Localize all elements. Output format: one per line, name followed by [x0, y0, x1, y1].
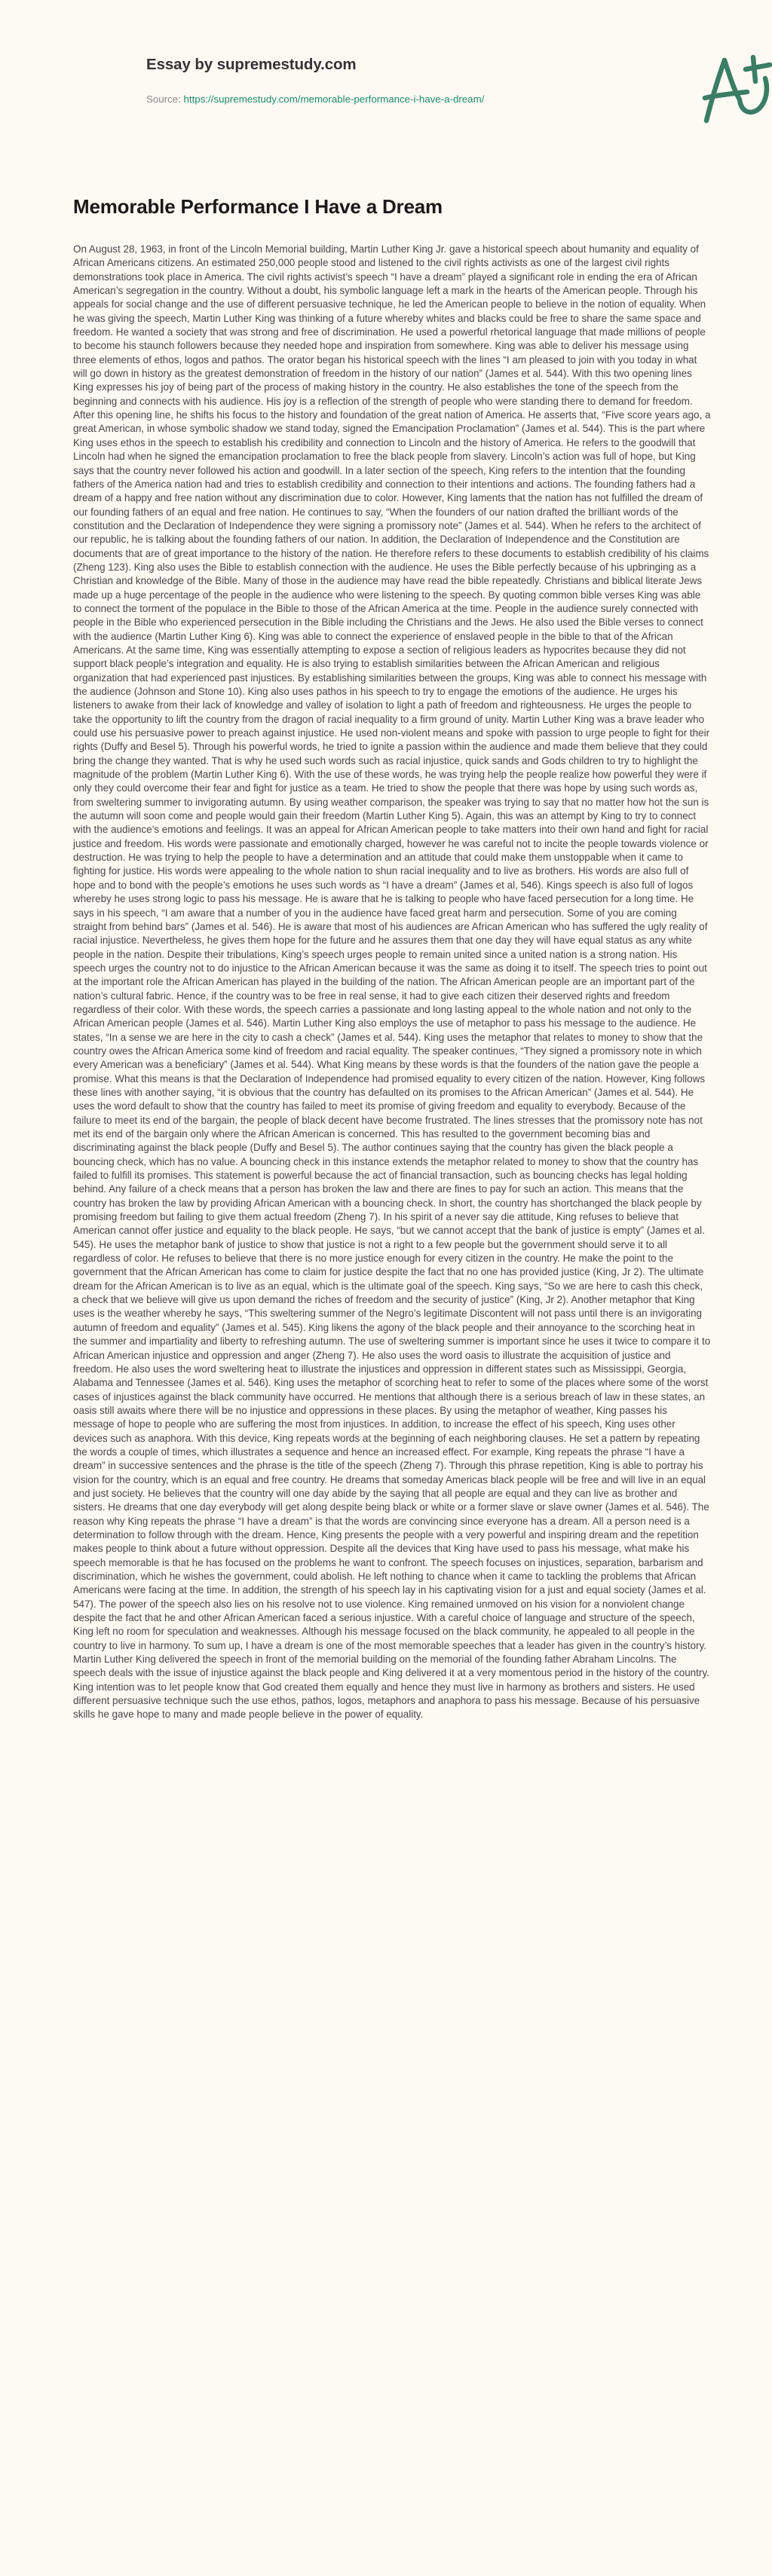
site-title: Essay by supremestudy.com: [146, 56, 357, 73]
page-header: [73, 0, 699, 134]
source-link[interactable]: https://supremestudy.com/memorable-performance-i-have-a-dream/: [183, 93, 485, 105]
a-plus-grade-icon: [700, 51, 772, 124]
source-line: [146, 93, 484, 105]
essay-body: On August 28, 1963, in front of the Lincoln Memorial building, Martin Luther King Jr. gave a historical speech about humanity and equality of African Americans citizens. An estimated 250,000 people stood and listened to the civil rights activists as one of the largest civil rights demonstrations took place in America. The civil rights activist’s speech “I have a dream” played a significant role in ending the era of African American’s segregation in the country. Without a doubt, his symbolic language left a mark in the hearts of the American people. Through his appeals for social change and the use of different persuasive technique, he led the American people to believe in the notion of equality. When he was giving the speech, Martin Luther King was thinking of a future whereby whites and blacks could be free to share the same space and freedom. He wanted a society that was strong and free of discrimination. He used a powerful rhetorical language that made millions of people to become his staunch followers because they needed hope and inspiration from somewhere. King was able to deliver his message using three elements of ethos, logos and pathos. The orator began his historical speech with the lines “I am pleased to join with you today in what will go down in history as the greatest demonstration of freedom in the history of our nation” (James et al. 544). With this two opening lines King expresses his joy of being part of the process of making history in the country. He also establishes the tone of the speech from the beginning and connects with his audience. His joy is a reflection of the strength of people who were standing there to demand for freedom. After this opening line, he shifts his focus to the history and foundation of the great nation of America. He asserts that, “Five score years ago, a great American, in whose symbolic shadow we stand today, signed the Emancipation Proclamation” (James et al. 544). This is the part where King uses ethos in the speech to establish his credibility and connection to Lincoln and the history of America. He refers to the goodwill that Lincoln had when he signed the emancipation proclamation to free the black people from slavery. Lincoln’s action was full of hope, but King says that the country never followed his action and goodwill. In a later section of the speech, King refers to the intention that the founding fathers of the America nation had and tries to establish credibility and connection to their intentions and actions. The founding fathers had a dream of a happy and free nation without any discrimination due to color. However, King laments that the nation has not fulfilled the dream of our founding fathers of an equal and free nation. He continues to say, “When the founders of our nation drafted the brilliant words of the constitution and the Declaration of Independence they were signing a promissory note” (James et al. 544). When he refers to the architect of our republic, he is talking about the founding fathers of our nation. In addition, the Declaration of Independence and the Constitution are documents that are of great importance to the history of the nation. He therefore refers to these documents to establish credibility of his claims (Zheng 123). King also uses the Bible to establish connection with the audience. He uses the Bible perfectly because of his upbringing as a Christian and knowledge of the Bible. Many of those in the audience may have read the bible repeatedly. Christians and biblical literate Jews made up a huge percentage of the people in the audience who were listening to the speech. By quoting common bible verses King was able to connect the torment of the populace in the Bible to those of the African America at the time. People in the audience surely connected with people in the Bible who experienced persecution in the Bible including the Christians and the Jews. He also used the Bible verses to connect with the audience (Martin Luther King 6). King was able to connect the experience of enslaved people in the bible to that of the African Americans. At the same time, King was essentially attempting to expose a section of religious leaders as hypocrites because they did not support black people’s integration and equality. He is also trying to establish similarities between the African American and religious organization that had experienced past injustices. By establishing similarities between the groups, King was able to connect his message with the audience (Johnson and Stone 10). King also uses pathos in his speech to try to engage the emotions of the audience. He urges his listeners to awake from their lack of knowledge and valley of isolation to light a path of freedom and righteousness. He urges the people to take the opportunity to lift the country from the dragon of racial inequality to a firm ground of unity. Martin Luther King was a brave leader who could use his persuasive power to preach against injustice. He used non-violent means and spoke with passion to urge people to fight for their rights (Duffy and Besel 5). Through his powerful words, he tried to ignite a passion within the audience and made them believe that they could bring the change they wanted. That is why he used such words such as racial injustice, quick sands and Gods children to try to highlight the magnitude of the problem (Martin Luther King 6). With the use of these words, he was trying help the people realize how powerful they were if only they could overcome their fear and fight for justice as a team. He tried to show the people that there was hope by using such words as, from sweltering summer to invigorating autumn. By using weather comparison, the speaker was trying to say that no matter how hot the sun is the autumn will soon come and people would gain their freedom (Martin Luther King 5). Again, this was an attempt by King to try to connect with the audience’s emotions and feelings. It was an appeal for African American people to take matters into their own hand and fight for racial justice and freedom. His words were passionate and emotionally charged, however he was careful not to incite the people towards violence or destruction. He was trying to help the people to have a determination and an attitude that could make them unstoppable when it came to fighting for justice. His words were appealing to the whole nation to shun racial inequality and to live as brothers. His words are also full of hope and to bond with the people’s emotions he uses such words as “I have a dream” (James et al, 546). Kings speech is also full of logos whereby he uses strong logic to pass his message. He is aware that he is talking to people who have faced persecution for a long time. He says in his speech, “I am aware that a number of you in the audience have faced great harm and persecution. Some of you are coming straight from behind bars” (James et al. 546). He is aware that most of his audiences are African American who has suffered the ugly reality of racial injustice. Nevertheless, he gives them hope for the future and he assures them that one day they will have equal status as any white people in the nation. Despite their tribulations, King’s speech urges people to remain united since a united nation is a strong nation. His speech urges the country not to do injustice to the African American because it was the same as doing it to itself. The speech tries to point out at the important role the African American has played in the building of the nation. The African American people are an important part of the nation’s cultural fabric. Hence, if the country was to be free in real sense, it had to give each citizen their deserved rights and freedom regardless of their color. With these words, the speech carries a passionate and long lasting appeal to the whole nation and not only to the African American people (James et al. 546). Martin Luther King also employs the use of metaphor to pass his message to the audience. He states, “In a sense we are here in the city to cash a check” (James et al. 544). King uses the metaphor that relates to money to show that the country owes the African America some kind of freedom and racial equality. The speaker continues, “They signed a promissory note in which every American was a beneficiary” (James et al. 544). What King means by these words is that the founders of the nation gave the people a promise. What this means is that the Declaration of Independence had promised equality to every citizen of the nation. However, King follows these lines with another saying, “it is obvious that the country has defaulted on its promises to the African American” (James et al. 544). He uses the word default to show that the country has failed to meet its promise of giving freedom and equality to everybody. Because of the failure to meet its end of the bargain, the people of black decent have become frustrated. The lines stresses that the promissory note has not met its end of the bargain only where the African American is concerned. This has resulted to the government becoming bias and discriminating against the black people (Duffy and Besel 5). The author continues saying that the country has given the black people a bouncing check, which has no value. A bouncing check in this instance extends the metaphor related to money to show that the country has failed to fulfill its promises. This statement is powerful because the act of financial transaction, such as bouncing checks has legal holding behind. Any failure of a check means that a person has broken the law and there are fines to pay for such an action. This means that the country has broken the law by providing African American with a bouncing check. In short, the country has shortchanged the black people by promising freedom but failing to give them actual freedom (Zheng 7). In his spirit of a never say die attitude, King refuses to believe that American cannot offer justice and equality to the black people. He says, “but we cannot accept that the bank of justice is empty” (James et al. 545). He uses the metaphor bank of justice to show that justice is not a right to a few people but the government should serve it to all regardless of color. He refuses to believe that there is no more justice enough for every citizen in the country. He make the point to the government that the African American has come to claim for justice despite the fact that no one has provided justice (King, Jr 2). The ultimate dream for the African American is to live as an equal, which is the ultimate goal of the speech. King says, “So we are here to cash this check, a check that we believe will give us upon demand the riches of freedom and the security of justice” (King, Jr 2). Another metaphor that King uses is the weather whereby he says, “This sweltering summer of the Negro’s legitimate Discontent will not pass until there is an invigorating autumn of freedom and equality” (James et al. 545). King likens the agony of the black people and their annoyance to the scorching heat in the summer and impartiality and liberty to refreshing autumn. The use of sweltering summer is important since he uses it twice to compare it to African American injustice and oppression and anger (Zheng 7). He also uses the word oasis to illustrate the acquisition of justice and freedom. He also uses the word sweltering heat to illustrate the injustices and oppression in different states such as Mississippi, Georgia, Alabama and Tennessee (James et al. 546). King uses the metaphor of scorching heat to refer to some of the places where some of the worst cases of injustices against the black community have occurred. He mentions that although there is a serious breach of law in these states, an oasis still awaits where there will be no injustice and oppressions in these places. By using the metaphor of weather, King passes his message of hope to people who are suffering the most from injustices. In addition, to increase the effect of his speech, King uses other devices such as anaphora. With this device, King repeats words at the beginning of each neighboring clauses. He set a pattern by repeating the words a couple of times, which illustrates a sequence and hence an increased effect. For example, King repeats the phrase “I have a dream” in successive sentences and the phrase is the title of the speech (Zheng 7). Through this phrase repetition, King is able to portray his vision for the country, which is an equal and free country. He dreams that someday Americas black people will be free and will live in an equal and just society. He believes that the country will one day abide by the saying that all people are equal and they can live as brother and sisters. He dreams that one day everybody will get along despite being black or white or a former slave or slave owner (James et al. 546). The reason why King repeats the phrase “I have a dream” is that the words are convincing since everyone has a dream. All a person need is a determination to follow through with the dream. Hence, King presents the people with a very powerful and inspiring dream and the repetition makes people to think about a future without oppression. Despite all the devices that King have used to pass his message, what make his speech memorable is that he has focused on the problems he want to confront. The speech focuses on injustices, separation, barbarism and discrimination, which he wishes the government, could abolish. He left nothing to chance when it came to tackling the problems that African Americans were facing at the time. In addition, the strength of his speech lay in his captivating vision for a just and equal society (James et al. 547). The power of the speech also lies on his resolve not to use violence. King remained unmoved on his vision for a nonviolent change despite the fact that he and other African American faced a serious injustice. With a careful choice of language and structure of the speech, King left no room for speculation and weaknesses. Although his message focused on the black community, he appealed to all people in the country to live in harmony. To sum up, I have a dream is one of the most memorable speeches that a leader has given in the country’s history. Martin Luther King delivered the speech in front of the memorial building on the memorial of the founding father Abraham Lincolns. The speech deals with the issue of injustice against the black people and King delivered it at a very momentous period in the history of the country. King intention was to let people know that God created them equally and hence they must live in harmony as brothers and sisters. He used different persuasive technique such the use ethos, pathos, logos, metaphors and anaphora to pass his message. Because of his persuasive skills he gave hope to many and made people believe in the power of equality.: [73, 243, 711, 1721]
essay-title: Memorable Performance I Have a Dream: [73, 195, 443, 218]
source-label: Source:: [146, 93, 184, 105]
